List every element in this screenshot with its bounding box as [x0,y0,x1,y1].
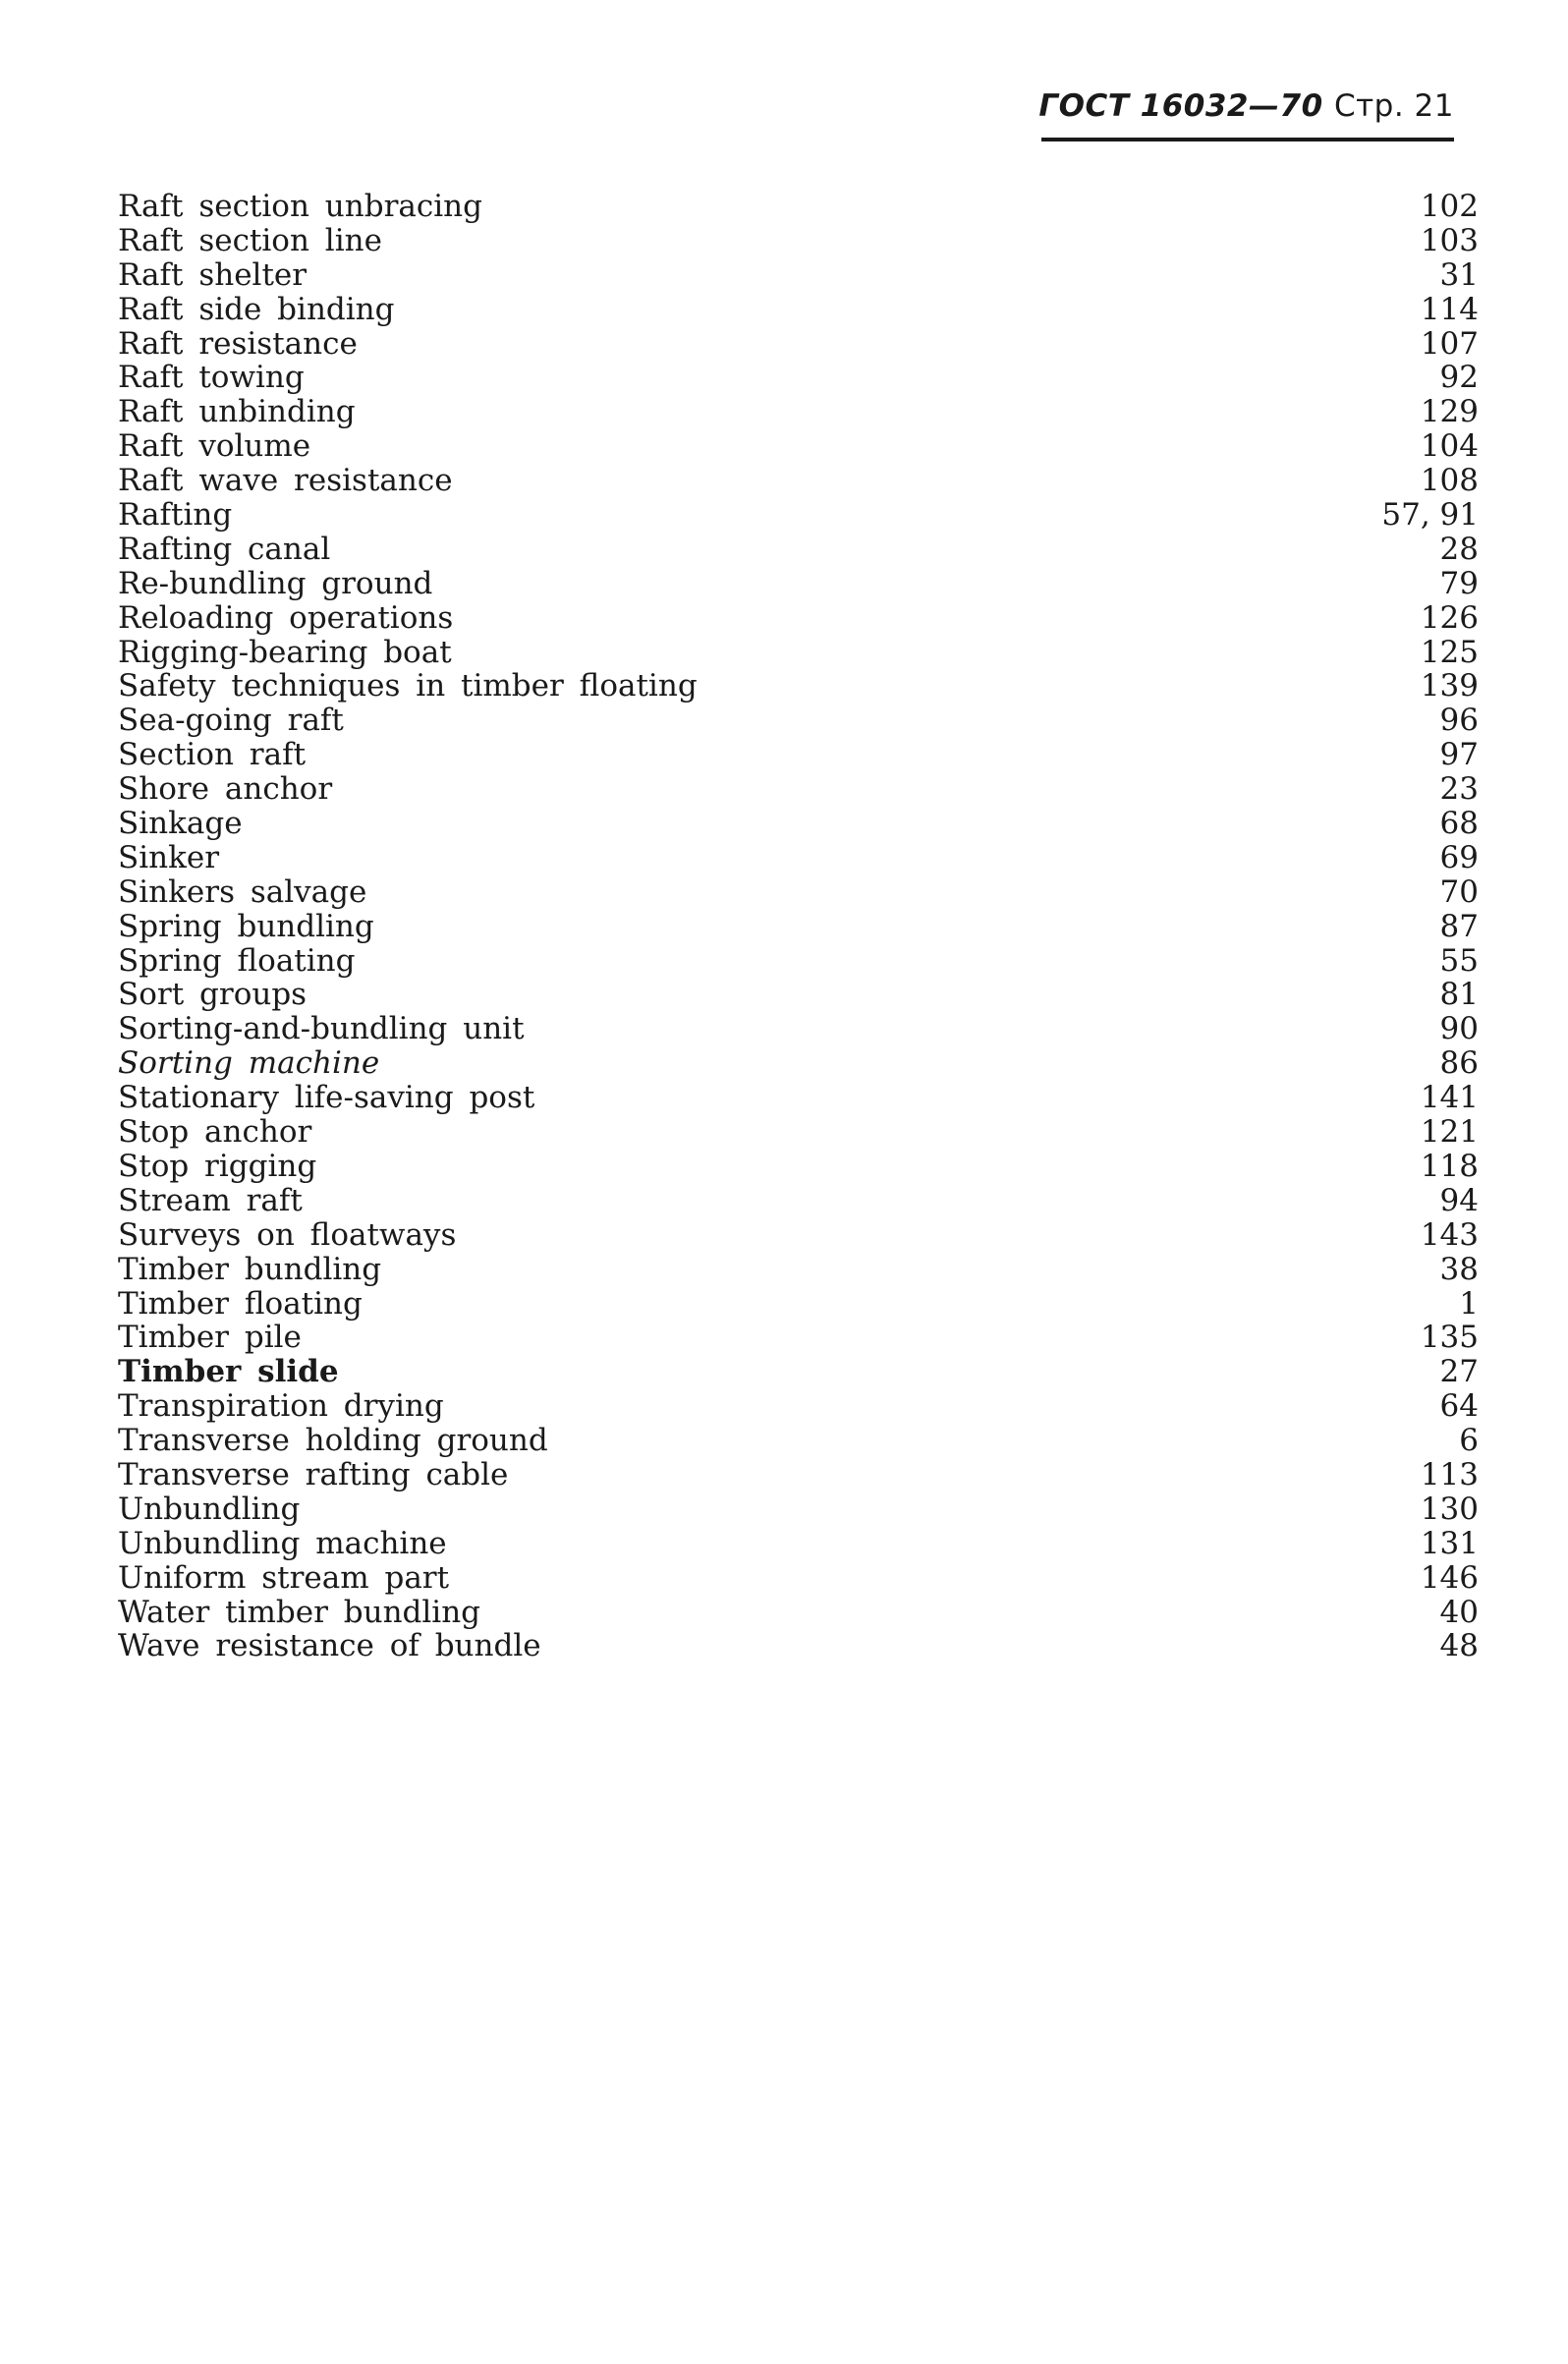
index-term: Re-bundling ground [118,565,433,601]
index-reference: 38 [1439,1251,1479,1287]
index-reference: 69 [1439,839,1479,875]
index-entry [118,498,1479,533]
index-entry [118,772,1479,807]
index-reference: 121 [1420,1114,1479,1151]
index-entry [118,601,1479,636]
index-term: Shore anchor [118,771,333,808]
index-term: Raft unbinding [118,394,356,430]
index-entry [118,1458,1479,1492]
index-reference: 68 [1439,806,1479,842]
header-rule [1041,138,1454,141]
index-entry [118,224,1479,258]
index-entry [118,1046,1479,1081]
index-reference: 86 [1439,1045,1479,1082]
index-reference: 139 [1420,668,1479,704]
index-entry [118,636,1479,670]
index-entry [118,1596,1479,1630]
index-reference: 1 [1459,1285,1479,1322]
index-reference: 125 [1420,634,1479,670]
index-term: Transpiration drying [118,1388,444,1425]
index-reference: 94 [1439,1182,1479,1218]
index-entry [118,429,1479,464]
index-entry [118,327,1479,362]
index-term: Stream raft [118,1182,303,1218]
index-reference: 103 [1420,222,1479,258]
index-term: Transverse rafting cable [118,1456,509,1492]
index-reference: 28 [1439,531,1479,567]
index-term: Reloading operations [118,599,454,636]
index-reference: 114 [1420,291,1479,327]
index-reference: 79 [1439,565,1479,601]
index-entry [118,258,1479,293]
index-term: Stop anchor [118,1114,312,1151]
index-entry [118,361,1479,395]
index-term: Raft shelter [118,256,308,293]
index-entry [118,293,1479,327]
index-entry [118,395,1479,429]
index-reference: 131 [1420,1525,1479,1561]
index-term: Safety techniques in timber floating [118,668,698,704]
index-term: Rafting canal [118,531,331,567]
index-term: Timber pile [118,1320,302,1356]
index-term: Sinker [118,839,220,875]
index-entry [118,910,1479,944]
index-reference: 97 [1439,737,1479,773]
index-reference: 141 [1420,1080,1479,1116]
page-number: Стр. 21 [1333,88,1454,124]
index-entry [118,978,1479,1012]
index-term: Raft towing [118,360,305,396]
index-entry [118,1389,1479,1424]
index-reference: 48 [1439,1628,1479,1664]
index-reference: 92 [1439,360,1479,396]
index-reference: 55 [1439,942,1479,979]
index-entry [118,1321,1479,1355]
index-reference: 6 [1459,1423,1479,1459]
index-entry [118,567,1479,601]
page-header [1038,86,1454,145]
index-term: Transverse holding ground [118,1423,548,1459]
index-reference: 90 [1439,1011,1479,1047]
index-term: Sea-going raft [118,703,344,739]
index-reference: 129 [1420,394,1479,430]
index-reference: 23 [1439,771,1479,808]
index-term: Section raft [118,737,307,773]
index-term: Stop rigging [118,1148,317,1184]
index-entry [118,1081,1479,1115]
index-term: Raft section line [118,222,382,258]
index-entry [118,669,1479,704]
index-entry [118,1253,1479,1287]
index-entry [118,1115,1479,1150]
index-reference: 118 [1420,1148,1479,1184]
index-reference: 31 [1439,256,1479,293]
index-term: Timber slide [118,1354,339,1390]
index-entry [118,1629,1479,1663]
index-reference: 143 [1420,1216,1479,1253]
index-term: Spring bundling [118,908,374,944]
index-reference: 113 [1420,1456,1479,1492]
index-entry [118,190,1479,224]
index-entry [118,1184,1479,1218]
index-reference: 146 [1420,1559,1479,1596]
header-text [1038,86,1454,126]
index-reference: 81 [1439,977,1479,1013]
index-term: Timber floating [118,1285,363,1322]
index-entry [118,1527,1479,1561]
index-entry [118,1218,1479,1253]
index-reference: 130 [1420,1491,1479,1527]
index-term: Sorting machine [118,1045,380,1082]
index-reference: 102 [1420,189,1479,224]
index-term: Surveys on floatways [118,1216,457,1253]
index-term: Raft resistance [118,325,358,362]
index-term: Stationary life-saving post [118,1080,535,1116]
index-entry [118,1355,1479,1389]
index-entry [118,1287,1479,1322]
index-reference: 96 [1439,703,1479,739]
index-term: Rigging-bearing boat [118,634,452,670]
index-reference: 135 [1420,1320,1479,1356]
index-reference: 40 [1439,1594,1479,1630]
index-term: Raft section unbracing [118,189,482,224]
standard-number: ГОСТ 16032—70 [1038,88,1323,124]
index-term: Timber bundling [118,1251,382,1287]
index-reference: 27 [1439,1354,1479,1390]
index-reference: 104 [1420,428,1479,465]
index-entry [118,807,1479,841]
index-term: Uniform stream part [118,1559,450,1596]
index-reference: 126 [1420,599,1479,636]
index-entry [118,944,1479,979]
index-entry [118,875,1479,910]
index-term: Raft side binding [118,291,395,327]
index-term: Sort groups [118,977,308,1013]
index-term: Raft volume [118,428,311,465]
index-term: Rafting [118,497,233,534]
index-term: Wave resistance of bundle [118,1628,541,1664]
index-entry [118,1012,1479,1046]
index-reference: 107 [1420,325,1479,362]
index-term: Sinkers salvage [118,873,367,910]
index-entry [118,464,1479,498]
index-reference: 87 [1439,908,1479,944]
index-reference: 70 [1439,873,1479,910]
index-term: Unbundling [118,1491,301,1527]
index-entry [118,1150,1479,1184]
index-entry [118,1424,1479,1458]
index-reference: 57, 91 [1381,497,1479,534]
index-term: Sorting-and-bundling unit [118,1011,525,1047]
index-reference: 108 [1420,463,1479,499]
index-entry [118,841,1479,875]
index-term: Water timber bundling [118,1594,481,1630]
index-entry [118,704,1479,738]
index-term: Spring floating [118,942,356,979]
index-entry [118,533,1479,567]
index-entry [118,1492,1479,1527]
index-term: Sinkage [118,806,243,842]
index-term: Raft wave resistance [118,463,453,499]
index-entry [118,1561,1479,1596]
index-entry [118,738,1479,772]
index-reference: 64 [1439,1388,1479,1425]
index-list [118,190,1479,1663]
index-term: Unbundling machine [118,1525,447,1561]
